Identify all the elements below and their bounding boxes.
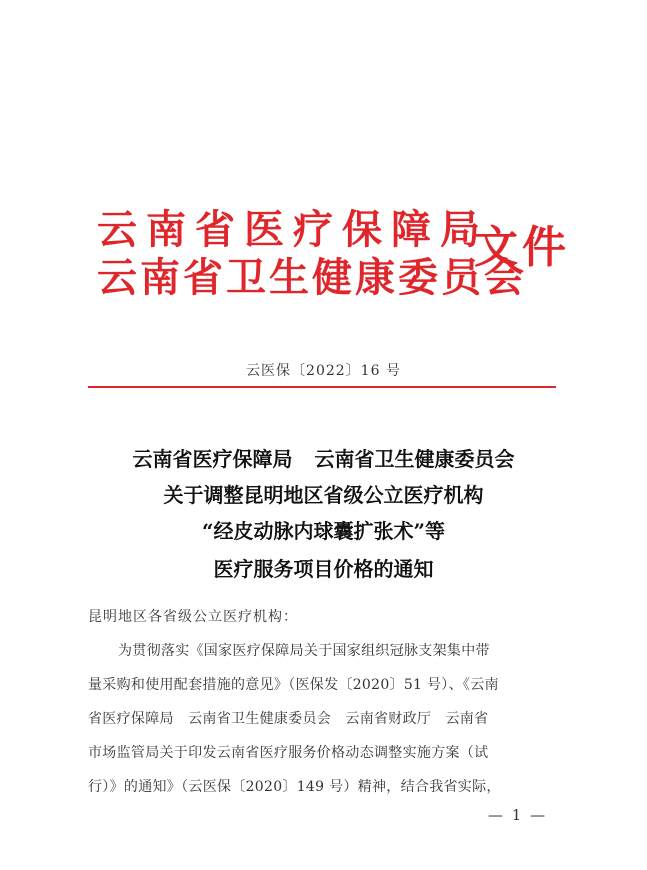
title-org-2: 云南省卫生健康委员会 (314, 447, 515, 471)
title-org-1: 云南省医疗保障局 (132, 447, 293, 471)
red-divider-line (88, 386, 556, 388)
title-line-2: 关于调整昆明地区省级公立医疗机构 (163, 483, 484, 507)
salutation: 昆明地区各省级公立医疗机构： (88, 609, 298, 625)
issuing-org-2: 云南省卫生健康委员会 (97, 254, 527, 301)
body-line: 量采购和使用配套措施的意见》（医保发〔2020〕51 号）、《云南 (88, 677, 499, 693)
title-line-4: 医疗服务项目价格的通知 (213, 557, 434, 581)
page-number: — 1 — (488, 806, 548, 824)
title-line-1 (0, 446, 647, 472)
document-type-label: 文件 (474, 222, 570, 273)
document-number: 云医保〔2022〕16 号 (246, 363, 401, 379)
body-line: 为贯彻落实《国家医疗保障局关于国家组织冠脉支架集中带 (118, 643, 490, 659)
body-line: 市场监管局关于印发云南省医疗服务价格动态调整实施方案（试 (88, 745, 489, 761)
body-line: 行）》的通知》（云医保〔2020〕149 号）精神，结合我省实际， (88, 779, 501, 795)
issuing-org-1: 云南省医疗保障局 (97, 206, 489, 253)
title-line-3: “经皮动脉内球囊扩张术”等 (201, 519, 445, 543)
body-line: 省医疗保障局 云南省卫生健康委员会 云南省财政厅 云南省 (88, 711, 489, 727)
